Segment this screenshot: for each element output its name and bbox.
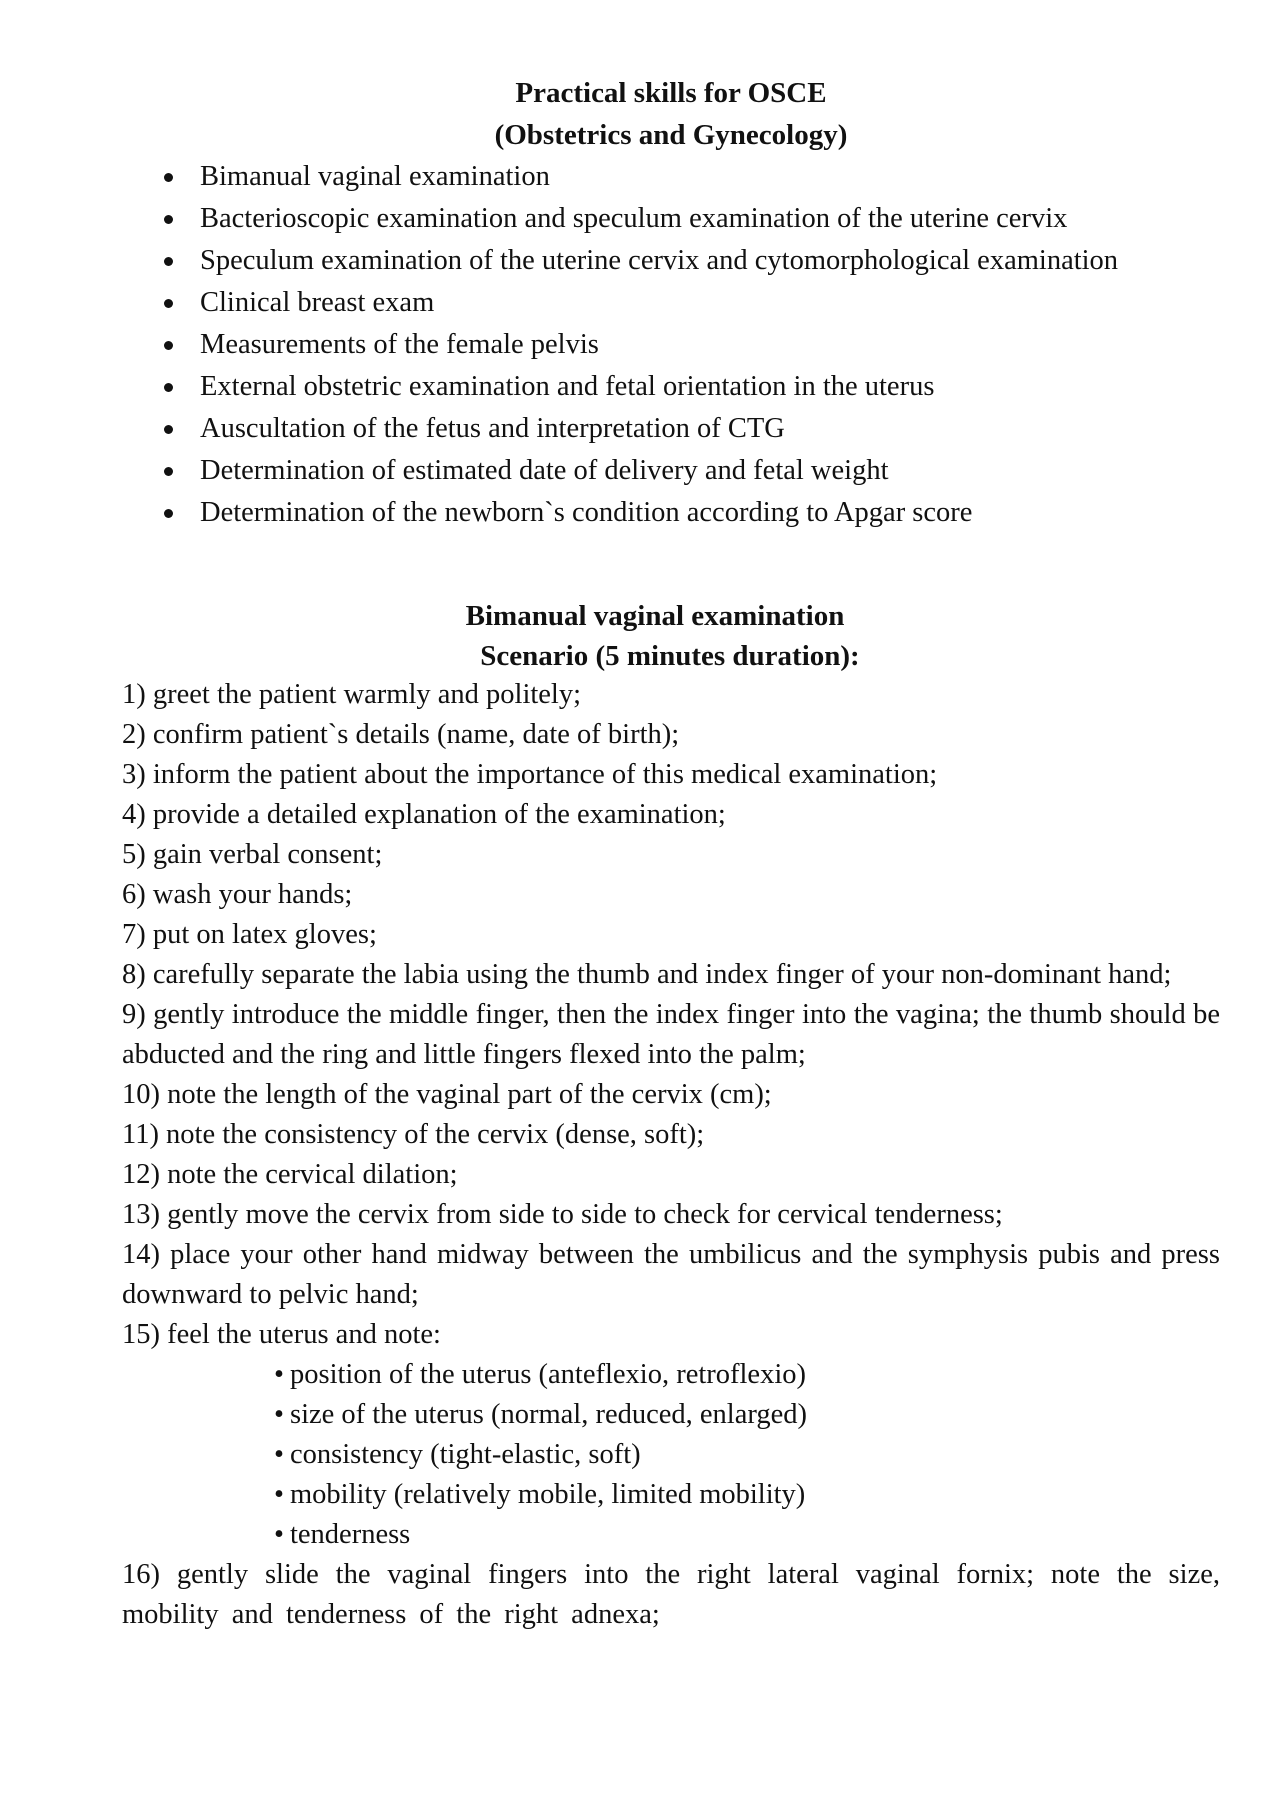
scenario-step: 16) gently slide the vaginal fingers into the right lateral vaginal fornix; note the size, mobility and tenderness of the right adnexa;	[122, 1559, 1220, 1630]
uterus-note-text: consistency (tight-elastic, soft)	[289, 1439, 641, 1470]
scenario-step: 15) feel the uterus and note:	[122, 1319, 441, 1350]
uterus-note-item	[274, 1475, 1220, 1515]
scenario-step: 3) inform the patient about the importance of this medical examination;	[122, 759, 938, 790]
skill-item: Clinical breast exam	[0, 282, 1118, 324]
uterus-note-item	[274, 1395, 1220, 1435]
skill-item: Auscultation of the fetus and interpretation of CTG	[0, 408, 1118, 450]
scenario-step: 1) greet the patient warmly and politely;	[122, 679, 582, 710]
scenario-step: 10) note the length of the vaginal part of the cervix (cm);	[122, 1079, 772, 1110]
section-subtitle: Scenario (5 minutes duration):	[480, 640, 860, 672]
uterus-note-text: tenderness	[289, 1519, 411, 1550]
section-title: Bimanual vaginal examination	[465, 600, 845, 632]
scenario-step: 12) note the cervical dilation;	[122, 1159, 458, 1190]
skills-list	[0, 156, 1118, 534]
uterus-note-text: position of the uterus (anteflexio, retroflexio)	[289, 1359, 806, 1390]
scenario-step: 6) wash your hands;	[122, 879, 353, 910]
scenario-steps	[122, 675, 1220, 1635]
bullet-icon: •	[274, 1439, 284, 1470]
uterus-note-item	[274, 1515, 1220, 1555]
scenario-step: 13) gently move the cervix from side to side to check for cervical tenderness;	[122, 1199, 1003, 1230]
page-title: Practical skills for OSCE	[515, 77, 827, 109]
skill-item: Determination of the newborn`s condition according to Apgar score	[0, 492, 1118, 534]
uterus-note-text: mobility (relatively mobile, limited mobility)	[289, 1479, 806, 1510]
bullet-icon: •	[274, 1479, 284, 1510]
scenario-step: 4) provide a detailed explanation of the examination;	[122, 799, 726, 830]
uterus-note-item	[274, 1355, 1220, 1395]
scenario-step: 5) gain verbal consent;	[122, 839, 383, 870]
skill-item: External obstetric examination and fetal orientation in the uterus	[0, 366, 1118, 408]
skill-item: Measurements of the female pelvis	[0, 324, 1118, 366]
skill-item: Speculum examination of the uterine cervix and cytomorphological examination	[0, 240, 1118, 282]
scenario-step: 14) place your other hand midway between the umbilicus and the symphysis pubis and press downward to pelvic hand;	[122, 1239, 1220, 1310]
skill-item: Determination of estimated date of delivery and fetal weight	[0, 450, 1118, 492]
uterus-notes-list	[122, 1355, 1220, 1555]
skill-item: Bimanual vaginal examination	[0, 156, 1118, 198]
uterus-note-text: size of the uterus (normal, reduced, enlarged)	[289, 1399, 807, 1430]
bullet-icon: •	[274, 1519, 284, 1550]
scenario-step: 2) confirm patient`s details (name, date of birth);	[122, 719, 680, 750]
scenario-step: 8) carefully separate the labia using the thumb and index finger of your non-dominant hand;	[122, 959, 1172, 990]
scenario-step: 7) put on latex gloves;	[122, 919, 377, 950]
scenario-step: 9) gently introduce the middle finger, then the index finger into the vagina; the thumb should be abducted and the ring and little fingers flexed into the palm;	[122, 999, 1220, 1070]
scenario-step: 11) note the consistency of the cervix (dense, soft);	[122, 1119, 705, 1150]
bullet-icon: •	[274, 1359, 284, 1390]
bullet-icon: •	[274, 1399, 284, 1430]
page-subtitle: (Obstetrics and Gynecology)	[494, 119, 848, 151]
uterus-note-item	[274, 1435, 1220, 1475]
skill-item: Bacterioscopic examination and speculum examination of the uterine cervix	[0, 198, 1118, 240]
